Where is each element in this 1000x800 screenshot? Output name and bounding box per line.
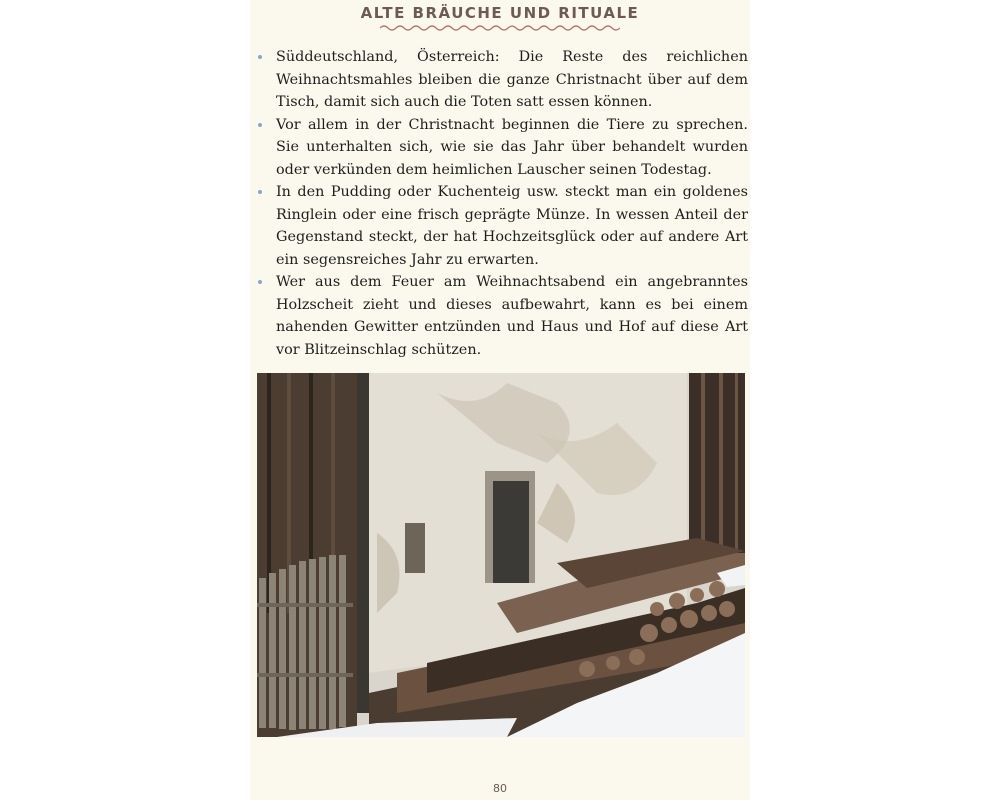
bullet-icon <box>258 55 262 59</box>
bullet-icon <box>258 123 262 127</box>
bullet-icon <box>258 190 262 194</box>
list-item-text: Vor allem in der Christnacht beginnen die Tiere zu sprechen. Sie unterhalten sich, wie sie das Jahr über behandelt wurden oder verkünden dem heimlichen Lauscher seinen Todestag. <box>276 116 748 178</box>
book-page <box>250 0 750 800</box>
header-wave-ornament <box>380 24 620 32</box>
list-item-text: Wer aus dem Feuer am Weihnachtsabend ein angebranntes Holzscheit zieht und dieses aufbewahrt, kann es bei einem nahenden Gewitter entzünden und Haus und Hof auf diese Art vor Blitzeinschlag schützen. <box>276 274 748 358</box>
running-header: ALTE BRÄUCHE UND RITUALE <box>360 4 640 22</box>
list-item <box>258 271 748 361</box>
list-item <box>258 114 748 182</box>
list-item-text: Süddeutschland, Österreich: Die Reste des reichlichen Weihnachtsmahles bleiben die ganze Christnacht über auf dem Tisch, damit sich auch die Toten satt essen können. <box>276 49 748 110</box>
list-item <box>258 46 748 114</box>
list-item-text: In den Pudding oder Kuchenteig usw. steckt man ein goldenes Ringlein oder eine frisch geprägte Münze. In wessen Anteil der Gegenstand steckt, der hat Hochzeitsglück oder auf andere Art ein segensreiches Jahr zu erwarten. <box>276 184 748 268</box>
list-item <box>258 181 748 271</box>
page-number: 80 <box>493 782 507 795</box>
photo-woodpile-wall <box>257 373 745 737</box>
bullet-icon <box>258 280 262 284</box>
custom-list <box>258 46 748 361</box>
